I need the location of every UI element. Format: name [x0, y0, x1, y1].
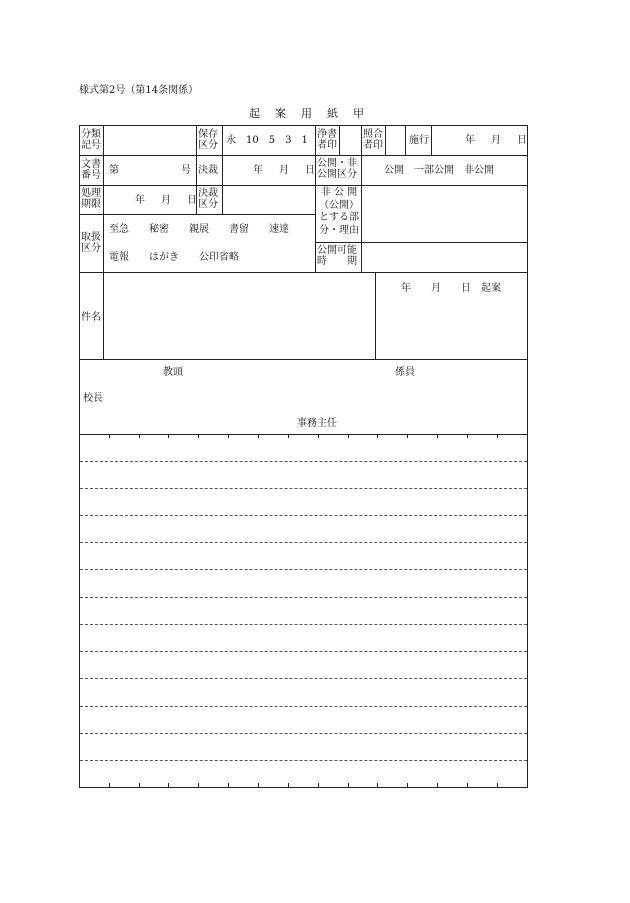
decision-label: 決裁: [198, 165, 218, 176]
principal-label: 校長: [83, 393, 103, 404]
decision-date[interactable]: 年 月 日: [253, 165, 318, 176]
subject-label: 件名: [81, 312, 101, 323]
document-number-label: 文書 番号: [81, 159, 101, 181]
document-number-field[interactable]: [122, 157, 177, 183]
office-chief-label: 事務主任: [297, 418, 337, 429]
enforcement-date[interactable]: 年 月 日: [465, 135, 530, 146]
form-number: 様式第2号（第14条関係）: [79, 85, 199, 96]
verification-label: 照合 者印: [363, 129, 383, 151]
decision-type-label: 決裁 区分: [198, 188, 218, 210]
verification-seal-field[interactable]: [386, 126, 404, 154]
retention-value: 永 10 5 3 1: [226, 135, 308, 146]
body-writing-area[interactable]: [80, 436, 526, 786]
drafted-date[interactable]: 年 月 日 起案: [401, 283, 501, 294]
form-title: 起 案 用 紙 甲: [249, 107, 366, 120]
classification-label: 分類 記号: [81, 129, 101, 151]
disclosure-options[interactable]: 公開 一部公開 非公開: [384, 165, 494, 176]
number-suffix: 号: [181, 165, 191, 176]
staff-label: 係員: [395, 367, 415, 378]
vice-principal-label: 教頭: [163, 367, 183, 378]
handling-options-line2[interactable]: 電報 はがき 公印省略: [109, 252, 239, 263]
deadline-date[interactable]: 年 月 日: [135, 195, 200, 206]
disclosable-period-label: 公開可能 時 期: [317, 245, 357, 267]
disclosure-category-label: 公開・非 公開区分: [317, 158, 357, 180]
handling-options-line1[interactable]: 至急 秘密 親展 書留 速達: [109, 224, 289, 235]
nondisclosure-reason-label: 非 公 開 （公開） とする部 分・理由: [319, 187, 359, 236]
disclosable-period-field[interactable]: [362, 243, 526, 271]
number-prefix: 第: [109, 165, 119, 176]
subject-field[interactable]: [104, 273, 374, 358]
classification-field[interactable]: [104, 126, 195, 154]
enforcement-label: 施行: [409, 135, 429, 146]
decision-type-field[interactable]: [223, 186, 314, 213]
nondisclosure-reason-field[interactable]: [362, 186, 526, 241]
handling-label: 取扱 区分: [81, 232, 101, 254]
retention-label: 保存 区分: [198, 129, 218, 151]
deadline-label: 処理 期限: [81, 188, 101, 210]
clean-copy-label: 浄書 者印: [317, 129, 337, 151]
clean-copy-seal-field[interactable]: [340, 126, 360, 154]
